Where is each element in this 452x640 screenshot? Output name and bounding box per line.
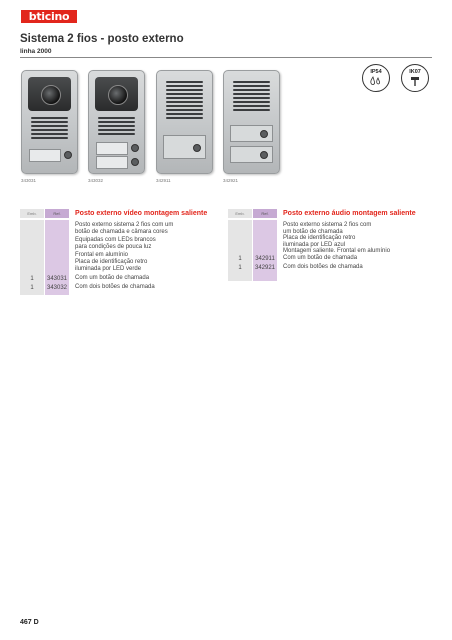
page-number: 467 D: [20, 619, 39, 626]
emb-value: 1: [30, 276, 34, 282]
product-description: [283, 222, 390, 255]
emb-value: 1: [30, 285, 34, 291]
ip54-label: IP54: [370, 69, 382, 75]
description-line: para condições de pouca luz: [75, 244, 152, 251]
col-header-ref: Ref.: [253, 209, 277, 218]
audio-panel-one-button: [156, 70, 213, 174]
row-description: Com um botão de chamada: [75, 275, 150, 281]
table-title: Posto externo áudio montagem saliente: [283, 210, 416, 217]
name-plate: [96, 156, 128, 169]
description-line: iluminada por LED verde: [75, 266, 142, 273]
ref-value: 343032: [46, 285, 68, 291]
header-divider: [20, 57, 432, 58]
call-button: [193, 144, 201, 152]
product-code: 343032: [88, 178, 104, 183]
name-plate: [163, 135, 206, 159]
camera-lens: [41, 85, 61, 105]
col-header-emb: Emb.: [228, 209, 252, 218]
emb-value: 1: [238, 256, 242, 262]
page-subtitle: linha 2000: [20, 48, 52, 55]
col-header-emb: Emb.: [20, 209, 44, 218]
ik07-badge: [401, 64, 429, 92]
ref-value: 342921: [254, 265, 276, 271]
camera-lens: [108, 85, 128, 105]
row-description: Com dois botões de chamada: [75, 284, 155, 290]
col-header-ref: Ref.: [45, 209, 69, 218]
name-plate: [29, 149, 61, 162]
row-description: Com um botão de chamada: [283, 255, 358, 261]
ip54-badge: [362, 64, 390, 92]
hammer-icon: [408, 76, 422, 86]
name-plate: [230, 146, 273, 163]
ref-value: 342911: [255, 256, 275, 262]
description-line: iluminada por LED azul: [283, 241, 346, 248]
ref-value: 343031: [46, 276, 68, 282]
camera-housing: [28, 77, 71, 111]
call-button: [131, 144, 139, 152]
description-line: Posto externo sistema 2 fios com um: [75, 222, 174, 228]
speaker-grille: [98, 117, 135, 137]
description-line: botão de chamada e câmara cores: [75, 229, 168, 236]
call-button: [260, 151, 268, 159]
name-plate: [230, 125, 273, 142]
description-line: um botão de chamada: [283, 228, 343, 235]
speaker-grille: [233, 81, 270, 113]
emb-value: 1: [238, 265, 242, 271]
brand-logo: bticino: [21, 10, 77, 23]
product-code: 343031: [21, 178, 37, 183]
call-button: [64, 151, 72, 159]
description-line: Placa de identificação retro: [75, 259, 148, 266]
video-panel-two-buttons: [88, 70, 145, 174]
description-line: Placa de identificação retro: [283, 235, 356, 242]
description-line: Montagem saliente. Frontal em alumínio: [283, 248, 391, 255]
name-plate: [96, 142, 128, 155]
call-button: [131, 158, 139, 166]
speaker-grille: [31, 117, 68, 141]
ik07-label: IK07: [409, 69, 421, 75]
table-title: Posto externo vídeo montagem saliente: [75, 210, 208, 217]
description-line: Frontal em alumínio: [75, 251, 129, 258]
product-code: 342921: [223, 178, 239, 183]
page-title: Sistema 2 fios - posto externo: [20, 33, 184, 45]
water-drops-icon: [369, 76, 383, 86]
call-button: [260, 130, 268, 138]
description-line: Posto externo sistema 2 fios com: [283, 222, 372, 228]
video-panel-one-button: [21, 70, 78, 174]
product-description: [75, 222, 173, 274]
camera-housing: [95, 77, 138, 111]
description-line: Equipadas com LEDs brancos: [75, 236, 156, 243]
speaker-grille: [166, 81, 203, 121]
product-code: 342911: [156, 178, 171, 183]
audio-panel-two-buttons: [223, 70, 280, 174]
row-description: Com dois botões de chamada: [283, 264, 363, 270]
